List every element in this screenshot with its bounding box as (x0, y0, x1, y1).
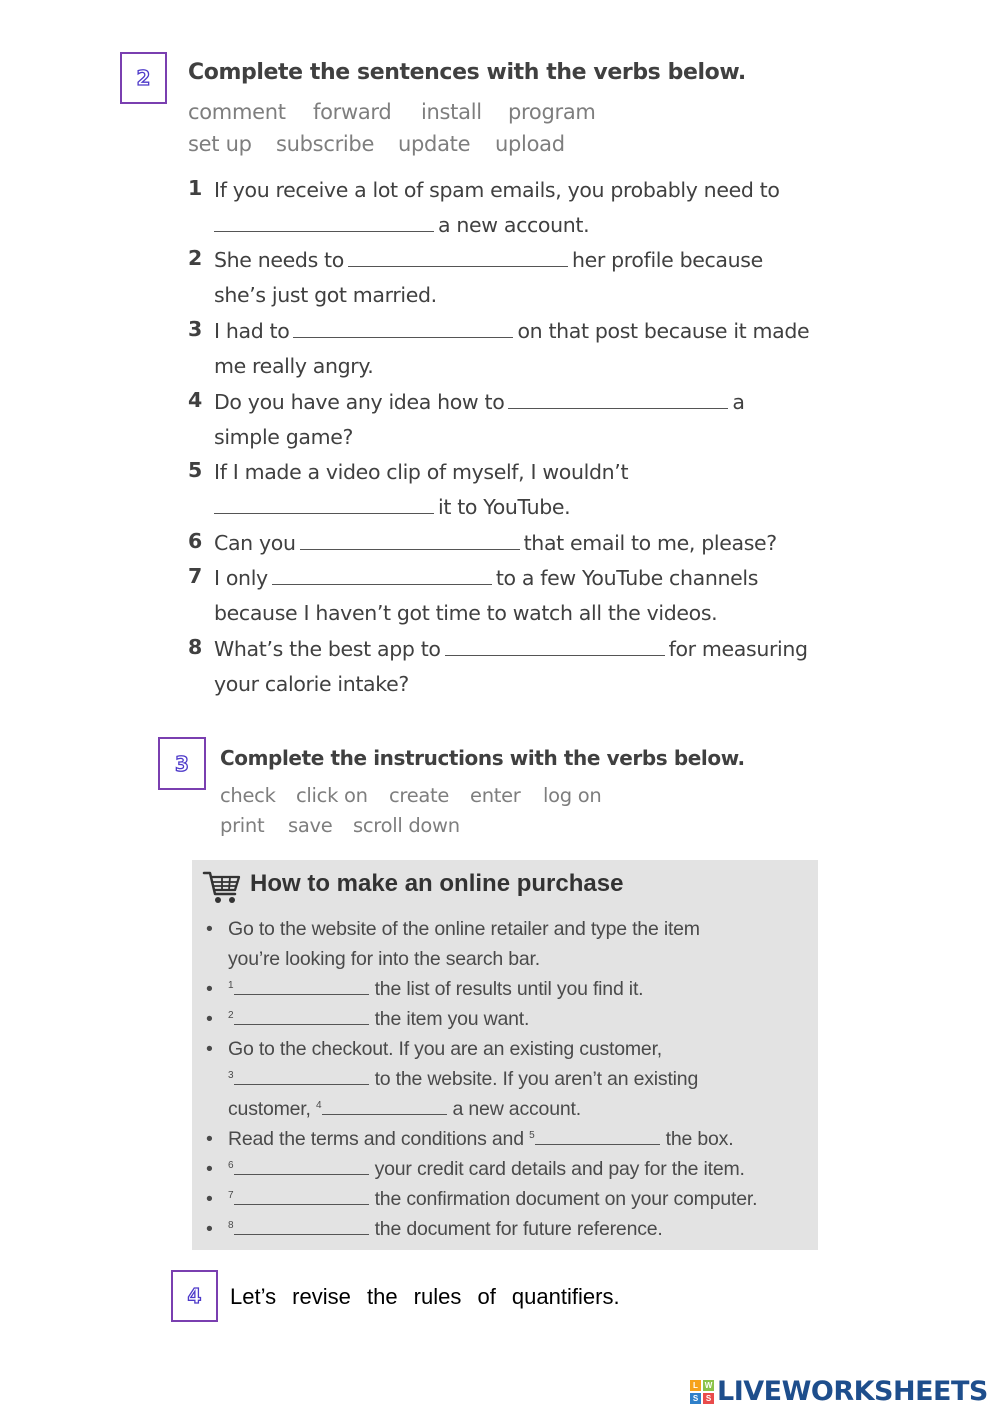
question-text: a (732, 390, 745, 414)
liveworksheets-logo (690, 1376, 988, 1407)
question-text: a new account. (438, 213, 590, 237)
question-number: 6 (188, 529, 202, 553)
logo-text: LIVEWORKSHEETS (717, 1376, 988, 1407)
answer-blank[interactable] (293, 336, 513, 338)
question-text: If I made a video clip of myself, I wouldn’t (214, 460, 629, 484)
verb: set up (188, 132, 252, 156)
answer-blank[interactable] (508, 407, 728, 409)
verb: create (389, 784, 450, 807)
question-text: her profile because (571, 248, 763, 272)
exercise-number-box (120, 52, 167, 104)
question-number: 7 (188, 564, 202, 588)
question-number: 2 (188, 246, 202, 270)
answer-blank[interactable] (214, 230, 434, 232)
answer-blank[interactable] (445, 654, 665, 656)
question-text: your calorie intake? (214, 672, 409, 696)
logo-tile: S (690, 1393, 701, 1404)
question-text: Do you have any idea how to (214, 390, 505, 414)
answer-blank[interactable] (234, 993, 369, 995)
question-number: 8 (188, 635, 202, 659)
verb: print (220, 814, 265, 837)
answer-blank[interactable] (348, 265, 568, 267)
answer-blank[interactable] (234, 1233, 369, 1235)
question-text: she’s just got married. (214, 283, 437, 307)
verb: enter (470, 784, 521, 807)
question-text: on that post because it made (517, 319, 810, 343)
verb: install (421, 100, 482, 124)
shopping-cart-icon (202, 868, 242, 906)
question-text: that email to me, please? (523, 531, 777, 555)
question-number: 3 (188, 317, 202, 341)
exercise-text: Let’s revise the rules of quantifiers. (230, 1284, 620, 1309)
exercise-heading: Complete the sentences with the verbs below. (188, 60, 746, 85)
verb: upload (495, 132, 565, 156)
question-text: because I haven’t got time to watch all the videos. (214, 601, 718, 625)
exercise-heading: Complete the instructions with the verbs below. (220, 746, 745, 770)
answer-blank[interactable] (300, 548, 520, 550)
verb: comment (188, 100, 286, 124)
exercise-number-box (158, 737, 206, 790)
panel-title: How to make an online purchase (250, 870, 624, 897)
instructions-panel: How to make an online purchase • Go to the website of the online retailer and type the item you’re looking for into the search bar. • $^1$ the list of results until you find it. • $^2$ the item you want. • Go to the checkout. If you are an existing customer, $^3$ to the website. If you aren’t an existing customer, $^4$ a new account. • Read the terms and conditions and $^5$ the box. • $^6$ your credit card details and pay for the item. • $^7$ the confirmation document on your computer. • $^8$ the document for future reference. (192, 860, 818, 1250)
exercise-number-box (171, 1270, 218, 1322)
answer-blank[interactable] (234, 1083, 369, 1085)
answer-blank[interactable] (272, 583, 492, 585)
question-text: What’s the best app to (214, 637, 441, 661)
question-text: She needs to (214, 248, 344, 272)
question-text: I only (214, 566, 268, 590)
question-number: 5 (188, 458, 202, 482)
question-text: If you receive a lot of spam emails, you probably need to (214, 178, 780, 202)
exercise-number: 3 (175, 751, 189, 776)
question-text: for measuring (668, 637, 808, 661)
exercise-number: 4 (187, 1284, 202, 1308)
question-text: Can you (214, 531, 296, 555)
verb: subscribe (276, 132, 375, 156)
verb: forward (313, 100, 392, 124)
exercise-number: 2 (136, 66, 151, 90)
logo-tile: L (690, 1380, 701, 1391)
verb: save (288, 814, 333, 837)
question-text: me really angry. (214, 354, 374, 378)
answer-blank[interactable] (214, 512, 434, 514)
verb: program (508, 100, 596, 124)
verb: scroll down (353, 814, 460, 837)
answer-blank[interactable] (234, 1023, 369, 1025)
question-text: I had to (214, 319, 290, 343)
logo-tile: S (703, 1393, 714, 1404)
answer-blank[interactable] (322, 1113, 447, 1115)
answer-blank[interactable] (234, 1203, 369, 1205)
question-text: simple game? (214, 425, 354, 449)
question-number: 1 (188, 176, 202, 200)
question-number: 4 (188, 388, 202, 412)
question-text: to a few YouTube channels (495, 566, 759, 590)
answer-blank[interactable] (234, 1173, 369, 1175)
verb: update (398, 132, 471, 156)
verb: check (220, 784, 276, 807)
verb: click on (296, 784, 368, 807)
verb: log on (543, 784, 602, 807)
logo-tile: W (704, 1380, 713, 1390)
answer-blank[interactable] (535, 1143, 660, 1145)
logo-mark-icon (690, 1380, 714, 1404)
question-text: it to YouTube. (438, 495, 571, 519)
